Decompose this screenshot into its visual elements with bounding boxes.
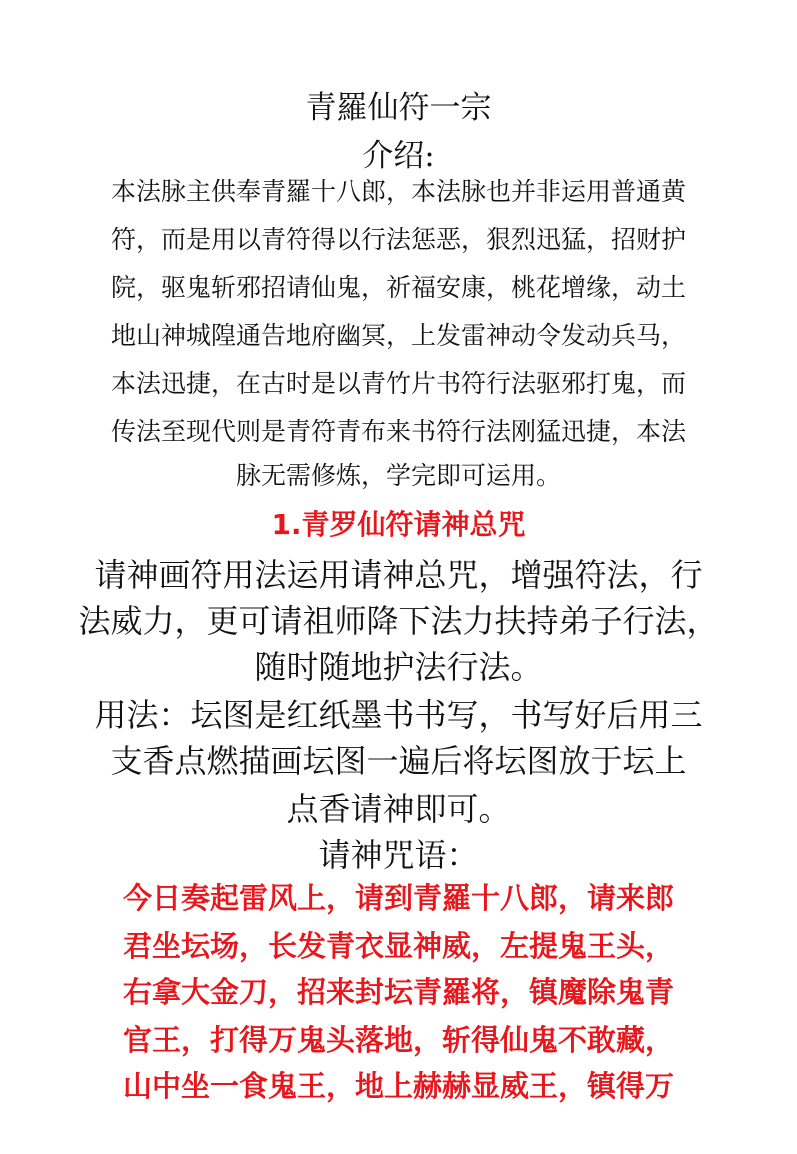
body-line: 请神咒语： [318, 836, 479, 874]
section-heading: 1.青罗仙符请神总咒 [271, 508, 526, 541]
intro-line: 传法至现代则是青符青布来书符行法刚猛迅捷，本法 [110, 417, 686, 446]
body-line: 法威力，更可请祖师降下法力扶持弟子行法， [78, 602, 719, 640]
document-subtitle: 介绍: [362, 138, 435, 174]
intro-line: 脉无需修炼，学完即可运用。 [235, 461, 561, 490]
incantation-line: 右拿大金刀，招来封坛青羅将，镇魔除鬼青 [122, 975, 674, 1009]
intro-line: 符，而是用以青符得以行法惩恶，狠烈迅猛，招财护 [110, 225, 686, 254]
intro-line: 地山神城隍通告地府幽冥，上发雷神动令发动兵马， [110, 321, 686, 350]
incantation-line: 山中坐一食鬼王，地上赫赫显威王，镇得万 [122, 1069, 674, 1103]
incantation-line: 君坐坛场，长发青衣显神威，左提鬼王头， [122, 929, 674, 963]
incantation-line: 官王，打得万鬼头落地，斩得仙鬼不敢藏， [122, 1023, 674, 1057]
body-line: 用法：坛图是红纸墨书书写，书写好后用三 [94, 696, 703, 734]
body-line: 点香请神即可。 [286, 790, 511, 828]
body-line: 请神画符用法运用请神总咒，增强符法，行 [94, 556, 703, 594]
intro-line: 院，驱鬼斩邪招请仙鬼，祈福安康，桃花增缘，动土 [110, 273, 686, 302]
body-line: 支香点燃描画坛图一遍后将坛图放于坛上 [110, 742, 687, 780]
intro-line: 本法脉主供奉青羅十八郎，本法脉也并非运用普通黄 [110, 177, 686, 206]
document-title: 青羅仙符一宗 [305, 90, 492, 126]
intro-line: 本法迅捷，在古时是以青竹片书符行法驱邪打鬼，而 [110, 369, 686, 398]
body-line: 随时随地护法行法。 [254, 648, 543, 686]
incantation-line: 今日奏起雷风上，请到青羅十八郎，请来郎 [122, 881, 674, 915]
